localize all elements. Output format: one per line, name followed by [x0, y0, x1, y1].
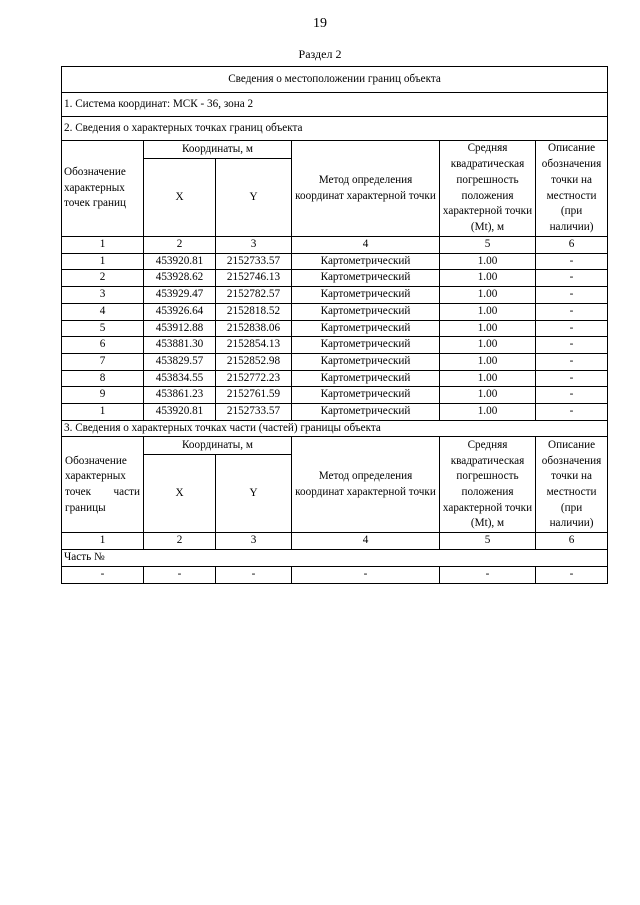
column-number: 3 — [216, 237, 292, 254]
table-cell-y: 2152733.57 — [216, 404, 292, 421]
table-cell-y: 2152854.13 — [216, 337, 292, 354]
table-cell-x: 453912.88 — [144, 320, 216, 337]
table-title: Сведения о местоположении границ объекта — [62, 67, 608, 93]
table-cell-method: Картометрический — [292, 287, 440, 304]
page-number: 19 — [313, 16, 327, 31]
table-cell-desc: - — [536, 404, 608, 421]
header-coordinates: Координаты, м — [144, 141, 292, 159]
table-row — [62, 320, 608, 337]
section-label: Раздел 2 — [298, 47, 342, 61]
table-cell-method: Картометрический — [292, 337, 440, 354]
header3-description: Описание обозначения точки на местности (при наличии) — [536, 437, 608, 533]
table-row — [62, 303, 608, 320]
column-number: 4 — [292, 237, 440, 254]
header-point-designation: Обозначение характерных точек границ — [62, 141, 144, 237]
table-cell-desc: - — [536, 270, 608, 287]
column-number: 6 — [536, 533, 608, 550]
table-row — [62, 337, 608, 354]
table-cell-point: 1 — [62, 404, 144, 421]
header3-y: Y — [216, 455, 292, 533]
table-cell-error: 1.00 — [440, 253, 536, 270]
table-cell-method: Картометрический — [292, 270, 440, 287]
table-cell-error: 1.00 — [440, 270, 536, 287]
header3-coordinates: Координаты, м — [144, 437, 292, 455]
table-cell-point: 7 — [62, 353, 144, 370]
table-cell-y: 2152782.57 — [216, 287, 292, 304]
header3-error: Средняя квадратическая погрешность положения характерной точки (Mt), м — [440, 437, 536, 533]
header-error: Средняя квадратическая погрешность положения характерной точки (Mt), м — [440, 141, 536, 237]
table-row — [62, 253, 608, 270]
table-cell-x: 453920.81 — [144, 253, 216, 270]
table-cell-point: 4 — [62, 303, 144, 320]
table-cell-desc: - — [536, 287, 608, 304]
table-cell-method: Картометрический — [292, 404, 440, 421]
table-cell: - — [536, 566, 608, 583]
table-cell-desc: - — [536, 253, 608, 270]
table-cell-desc: - — [536, 353, 608, 370]
table-cell-x: 453861.23 — [144, 387, 216, 404]
table-row — [62, 387, 608, 404]
table-cell-desc: - — [536, 303, 608, 320]
table-cell-error: 1.00 — [440, 370, 536, 387]
table-cell-point: 8 — [62, 370, 144, 387]
table-cell-y: 2152852.98 — [216, 353, 292, 370]
table-cell-y: 2152772.23 — [216, 370, 292, 387]
table-cell-method: Картометрический — [292, 370, 440, 387]
header3-point-designation: Обозначение характерных точек части границы — [62, 437, 144, 533]
table-row — [62, 370, 608, 387]
table-cell-desc: - — [536, 337, 608, 354]
header3-method: Метод определения координат характерной точки — [292, 437, 440, 533]
column-number: 6 — [536, 237, 608, 254]
table-cell-method: Картометрический — [292, 320, 440, 337]
column-number: 2 — [144, 237, 216, 254]
column-numbers-row — [62, 237, 608, 254]
table-cell-y: 2152818.52 — [216, 303, 292, 320]
table-cell-method: Картометрический — [292, 387, 440, 404]
table-cell-error: 1.00 — [440, 287, 536, 304]
table-cell-point: 3 — [62, 287, 144, 304]
table-cell-point: 6 — [62, 337, 144, 354]
column-number: 3 — [216, 533, 292, 550]
column-number: 2 — [144, 533, 216, 550]
part-label: Часть № — [62, 550, 608, 567]
table-cell-error: 1.00 — [440, 337, 536, 354]
table-cell: - — [216, 566, 292, 583]
table-cell-x: 453834.55 — [144, 370, 216, 387]
table-cell-x: 453929.47 — [144, 287, 216, 304]
table-cell-error: 1.00 — [440, 353, 536, 370]
table-cell-method: Картометрический — [292, 303, 440, 320]
table-cell-y: 2152838.06 — [216, 320, 292, 337]
table-cell-error: 1.00 — [440, 303, 536, 320]
table-cell-point: 2 — [62, 270, 144, 287]
table-cell-x: 453920.81 — [144, 404, 216, 421]
table-cell-point: 1 — [62, 253, 144, 270]
table-cell: - — [144, 566, 216, 583]
table-cell: - — [292, 566, 440, 583]
column-number: 5 — [440, 237, 536, 254]
header-description: Описание обозначения точки на местности (при наличии) — [536, 141, 608, 237]
table-row — [62, 404, 608, 421]
table-cell-y: 2152733.57 — [216, 253, 292, 270]
column-numbers3-row — [62, 533, 608, 550]
table-cell-desc: - — [536, 320, 608, 337]
header-method: Метод определения координат характерной точки — [292, 141, 440, 237]
column-number: 1 — [62, 237, 144, 254]
section2-title: 2. Сведения о характерных точках границ объекта — [62, 117, 608, 141]
table-cell-error: 1.00 — [440, 387, 536, 404]
table-cell-method: Картометрический — [292, 253, 440, 270]
table-cell: - — [440, 566, 536, 583]
table-cell-method: Картометрический — [292, 353, 440, 370]
header3-x: X — [144, 455, 216, 533]
empty-part-row — [62, 566, 608, 583]
column-number: 5 — [440, 533, 536, 550]
table-cell: - — [62, 566, 144, 583]
table-cell-error: 1.00 — [440, 320, 536, 337]
table-cell-y: 2152761.59 — [216, 387, 292, 404]
table-cell-x: 453881.30 — [144, 337, 216, 354]
table-cell-point: 9 — [62, 387, 144, 404]
table-cell-desc: - — [536, 370, 608, 387]
boundary-table — [61, 66, 608, 584]
table-cell-x: 453829.57 — [144, 353, 216, 370]
table-cell-x: 453926.64 — [144, 303, 216, 320]
table-cell-point: 5 — [62, 320, 144, 337]
table-row — [62, 270, 608, 287]
table-row — [62, 287, 608, 304]
table-cell-error: 1.00 — [440, 404, 536, 421]
table-cell-y: 2152746.13 — [216, 270, 292, 287]
header-y: Y — [216, 159, 292, 237]
coord-system: 1. Система координат: МСК - 36, зона 2 — [62, 93, 608, 117]
table-cell-x: 453928.62 — [144, 270, 216, 287]
header-x: X — [144, 159, 216, 237]
column-number: 1 — [62, 533, 144, 550]
column-number: 4 — [292, 533, 440, 550]
section3-title: 3. Сведения о характерных точках части (частей) границы объекта — [62, 420, 608, 437]
table-row — [62, 353, 608, 370]
table-cell-desc: - — [536, 387, 608, 404]
